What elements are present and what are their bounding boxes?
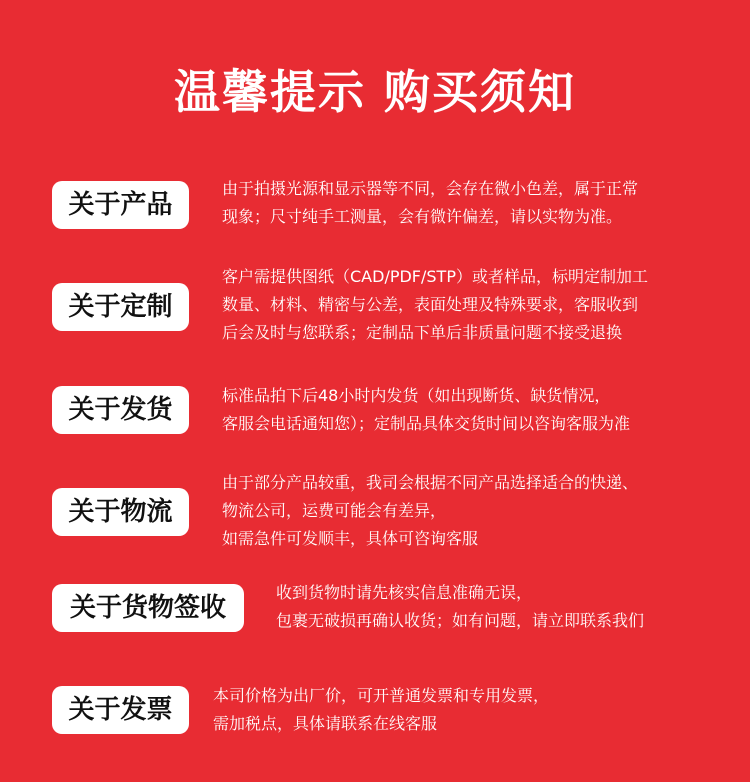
page-title: 温馨提示 购买须知 <box>173 65 576 119</box>
section-label-invoice: 关于发票 <box>52 686 189 734</box>
text-line: 本司价格为出厂价，可开普通发票和专用发票， <box>213 686 550 705</box>
section-text-custom <box>222 263 648 347</box>
section-label-shipping: 关于发货 <box>52 386 189 434</box>
text-line: 标准品拍下后48小时内发货（如出现断货、缺货情况， <box>222 386 611 405</box>
text-line: 客服会电话通知您）；定制品具体交货时间以咨询客服为准 <box>222 414 631 433</box>
text-line: 现象；尺寸纯手工测量，会有微许偏差，请以实物为准。 <box>222 207 623 226</box>
text-line: 收到货物时请先核实信息准确无误， <box>276 583 533 602</box>
section-label-product: 关于产品 <box>52 181 189 229</box>
text-line: 客户需提供图纸（CAD/PDF/STP）或者样品，标明定制加工 <box>222 267 648 286</box>
text-line: 物流公司，运费可能会有差异， <box>222 501 447 520</box>
section-label-custom: 关于定制 <box>52 283 189 331</box>
text-line: 包裹无破损再确认收货；如有问题，请立即联系我们 <box>276 611 645 630</box>
text-line: 后会及时与您联系；定制品下单后非质量问题不接受退换 <box>222 323 623 342</box>
text-line: 需加税点，具体请联系在线客服 <box>213 714 438 733</box>
text-line: 数量、材料、精密与公差，表面处理及特殊要求，客服收到 <box>222 295 639 314</box>
text-line: 由于拍摄光源和显示器等不同，会存在微小色差，属于正常 <box>222 179 639 198</box>
section-text-invoice <box>213 682 549 738</box>
section-label-receipt: 关于货物签收 <box>52 584 244 632</box>
section-text-receipt <box>276 579 644 635</box>
section-text-shipping <box>222 382 630 438</box>
section-text-logistics <box>222 469 638 553</box>
text-line: 如需急件可发顺丰，具体可咨询客服 <box>222 529 479 548</box>
section-label-logistics: 关于物流 <box>52 488 189 536</box>
section-text-product <box>222 175 638 231</box>
text-line: 由于部分产品较重，我司会根据不同产品选择适合的快递、 <box>222 473 639 492</box>
